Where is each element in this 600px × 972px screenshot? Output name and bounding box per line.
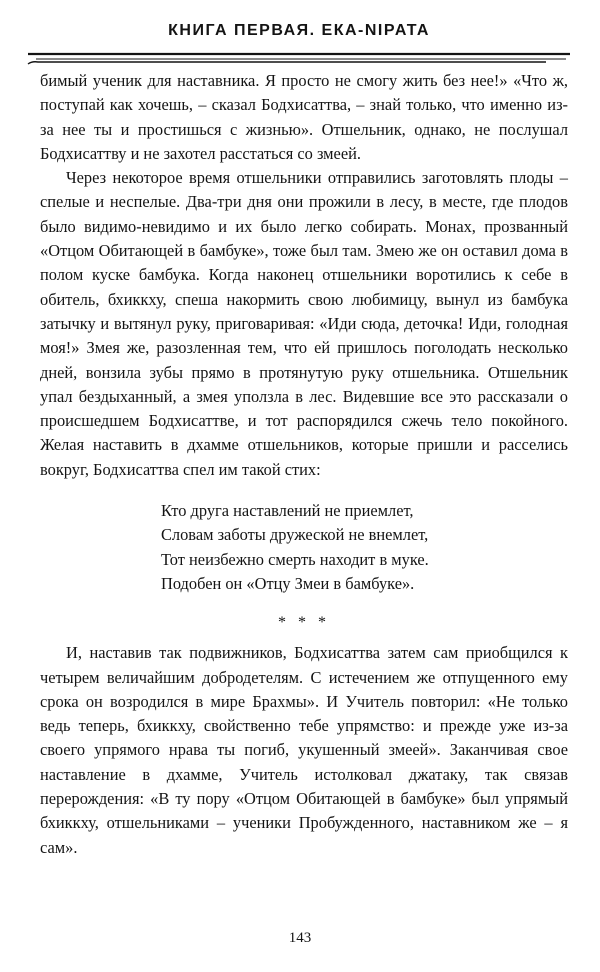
section-separator: * * * (278, 614, 330, 632)
verse-line: Подобен он «Отцу Змеи в бамбуке». (161, 573, 415, 593)
running-header (26, 18, 572, 68)
verse-line: Словам заботы дружеской не внемлет, (161, 525, 429, 545)
paragraph-closing: И, наставив так подвижников, Бодхисаттва затем сам приобщился к четырем величайшим добродетелям. С истечением же отпущенного ему срока он возродился в мире Брахмы». И Учитель повторил: «Не только ведь теперь, бхиккху, свойственно тебе упрямство: и прежде уже из-за своего упрямого нрава ты погиб, укушенный змеей». Заканчивая свое наставление в дхамме, Учитель истолковал джатаку, так связав перерождения: «В ту пору «Отцом Обитающей в бамбуке» был упрямый бхиккху, отшельниками – ученики Пробужденного, наставником же – я сам». (40, 643, 568, 857)
verse-stanza (161, 499, 568, 596)
paragraph-continuation: бимый ученик для наставника. Я просто не смогу жить без нее!» «Что ж, поступай как хочешь, – сказал Бодхисаттва, – знай только, что именно из-за нее ты и простишься с жизнью». Отшельник, однако, не послушал Бодхисаттву и не захотел расстаться со змеей. (40, 71, 568, 163)
page-body (40, 69, 568, 860)
page-number: 143 (288, 930, 312, 946)
verse-line: Тот неизбежно смерть находит в муке. (161, 549, 429, 569)
paragraph-narrative: Через некоторое время отшельники отправились заготовлять плоды – спелые и неспелые. Два-три дня они прожили в лесу, в месте, где плодов было видимо-невидимо и их было легко собирать. Монах, прозванный «Отцом Обитающей в бамбуке», тоже был там. Змею же он оставил дома в полом куске бамбука. Когда наконец отшельники воротились к себе в обитель, бхиккху, спеша накормить свою любимицу, вынул из бамбука затычку и вытянул руку, приговаривая: «Иди сюда, деточка! Иди, голодная моя!» Змея же, разозленная тем, что ей пришлось поголодать несколько дней, вонзила зубы прямо в протянутую руку отшельника. Отшельник упал бездыханный, а змея уползла в лес. Видевшие все это рассказали о происшедшем Бодхисаттве, и тот распорядился сжечь тело покойного. Желая наставить в дхамме отшельников, которые пришли и расселись вокруг, Бодхисаттва спел им такой стих: (40, 168, 568, 479)
header-decorative-rule (26, 50, 572, 70)
running-header-title: КНИГА ПЕРВАЯ. ЕКА-NIPATA (168, 22, 430, 39)
verse-line: Кто друга наставлений не приемлет, (161, 501, 414, 521)
